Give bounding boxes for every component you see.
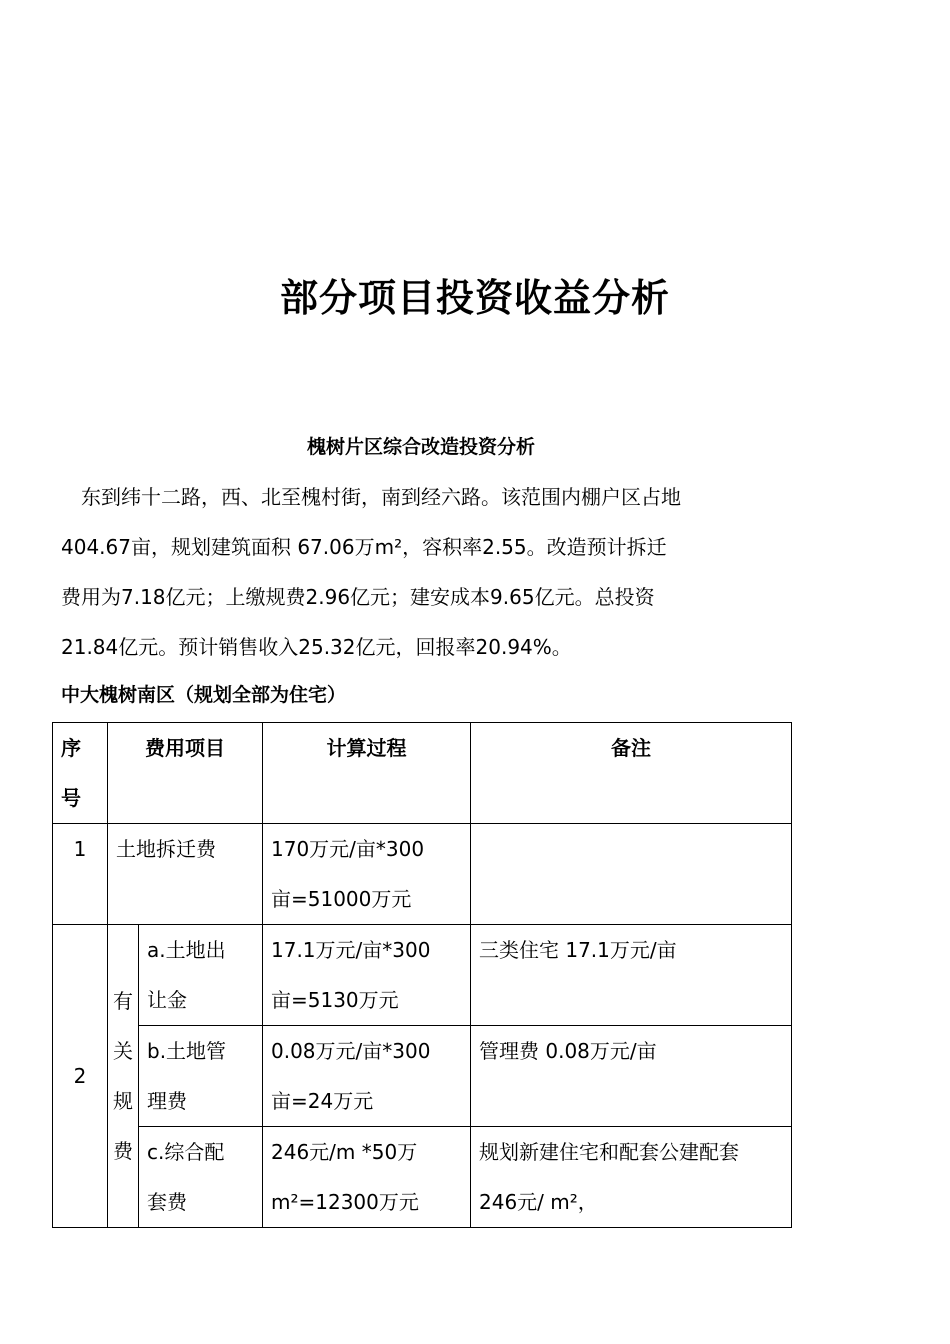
group-label-char: 有 bbox=[113, 989, 133, 1013]
row-calc bbox=[263, 925, 471, 1026]
row-note: 管理费 0.08万元/亩 bbox=[471, 1026, 792, 1127]
paragraph-line: 费用为7.18亿元；上缴规费2.96亿元；建安成本9.65亿元。总投资 bbox=[61, 585, 655, 609]
paragraph-line: 东到纬十二路，西、北至槐村街，南到经六路。该范围内棚户区占地 bbox=[61, 485, 681, 509]
header-note: 备注 bbox=[471, 723, 792, 824]
header-seq bbox=[53, 723, 108, 824]
header-seq-line: 号 bbox=[61, 786, 81, 810]
item-line: b.土地管 bbox=[147, 1039, 227, 1063]
note-line: 246元/ m²， bbox=[479, 1190, 598, 1214]
group-label bbox=[108, 925, 139, 1228]
group-label-char: 规 bbox=[113, 1089, 133, 1113]
item-line: 理费 bbox=[147, 1089, 187, 1113]
page-title: 部分项目投资收益分析 bbox=[279, 275, 670, 320]
table-subheading: 中大槐树南区（规划全部为住宅） bbox=[61, 684, 347, 706]
table-row bbox=[53, 1127, 792, 1228]
table-row bbox=[53, 925, 792, 1026]
header-seq-line: 序 bbox=[61, 736, 81, 760]
row-item: 土地拆迁费 bbox=[108, 824, 263, 925]
section-heading: 槐树片区综合改造投资分析 bbox=[306, 436, 535, 458]
row-note bbox=[471, 824, 792, 925]
paragraph-line: 21.84亿元。预计销售收入25.32亿元，回报率20.94%。 bbox=[61, 635, 572, 659]
calc-line: 17.1万元/亩*300 bbox=[271, 938, 431, 962]
cost-table bbox=[52, 722, 792, 1228]
note-line: 规划新建住宅和配套公建配套 bbox=[479, 1140, 739, 1164]
calc-line: 246元/m *50万 bbox=[271, 1140, 418, 1164]
item-line: 套费 bbox=[147, 1190, 187, 1214]
row-note bbox=[471, 1127, 792, 1228]
row-item bbox=[139, 1127, 263, 1228]
calc-line: 170万元/亩*300 bbox=[271, 837, 425, 861]
item-line: a.土地出 bbox=[147, 938, 226, 962]
row-item bbox=[139, 1026, 263, 1127]
calc-line: 亩=24万元 bbox=[271, 1089, 374, 1113]
row-seq: 2 bbox=[53, 925, 108, 1228]
row-calc bbox=[263, 1026, 471, 1127]
intro-paragraph bbox=[61, 472, 773, 672]
table-row bbox=[53, 1026, 792, 1127]
table-header-row bbox=[53, 723, 792, 824]
header-item: 费用项目 bbox=[108, 723, 263, 824]
calc-line: 0.08万元/亩*300 bbox=[271, 1039, 431, 1063]
calc-line: 亩=51000万元 bbox=[271, 887, 412, 911]
item-line: c.综合配 bbox=[147, 1140, 225, 1164]
table-row bbox=[53, 824, 792, 925]
row-calc bbox=[263, 1127, 471, 1228]
paragraph-line: 404.67亩，规划建筑面积 67.06万m²，容积率2.55。改造预计拆迁 bbox=[61, 535, 667, 559]
group-label-char: 关 bbox=[113, 1039, 133, 1063]
group-label-char: 费 bbox=[113, 1139, 133, 1163]
row-calc bbox=[263, 824, 471, 925]
item-line: 让金 bbox=[147, 988, 187, 1012]
row-note: 三类住宅 17.1万元/亩 bbox=[471, 925, 792, 1026]
calc-line: 亩=5130万元 bbox=[271, 988, 399, 1012]
row-item bbox=[139, 925, 263, 1026]
calc-line: m²=12300万元 bbox=[271, 1190, 419, 1214]
header-calc: 计算过程 bbox=[263, 723, 471, 824]
row-seq: 1 bbox=[53, 824, 108, 925]
